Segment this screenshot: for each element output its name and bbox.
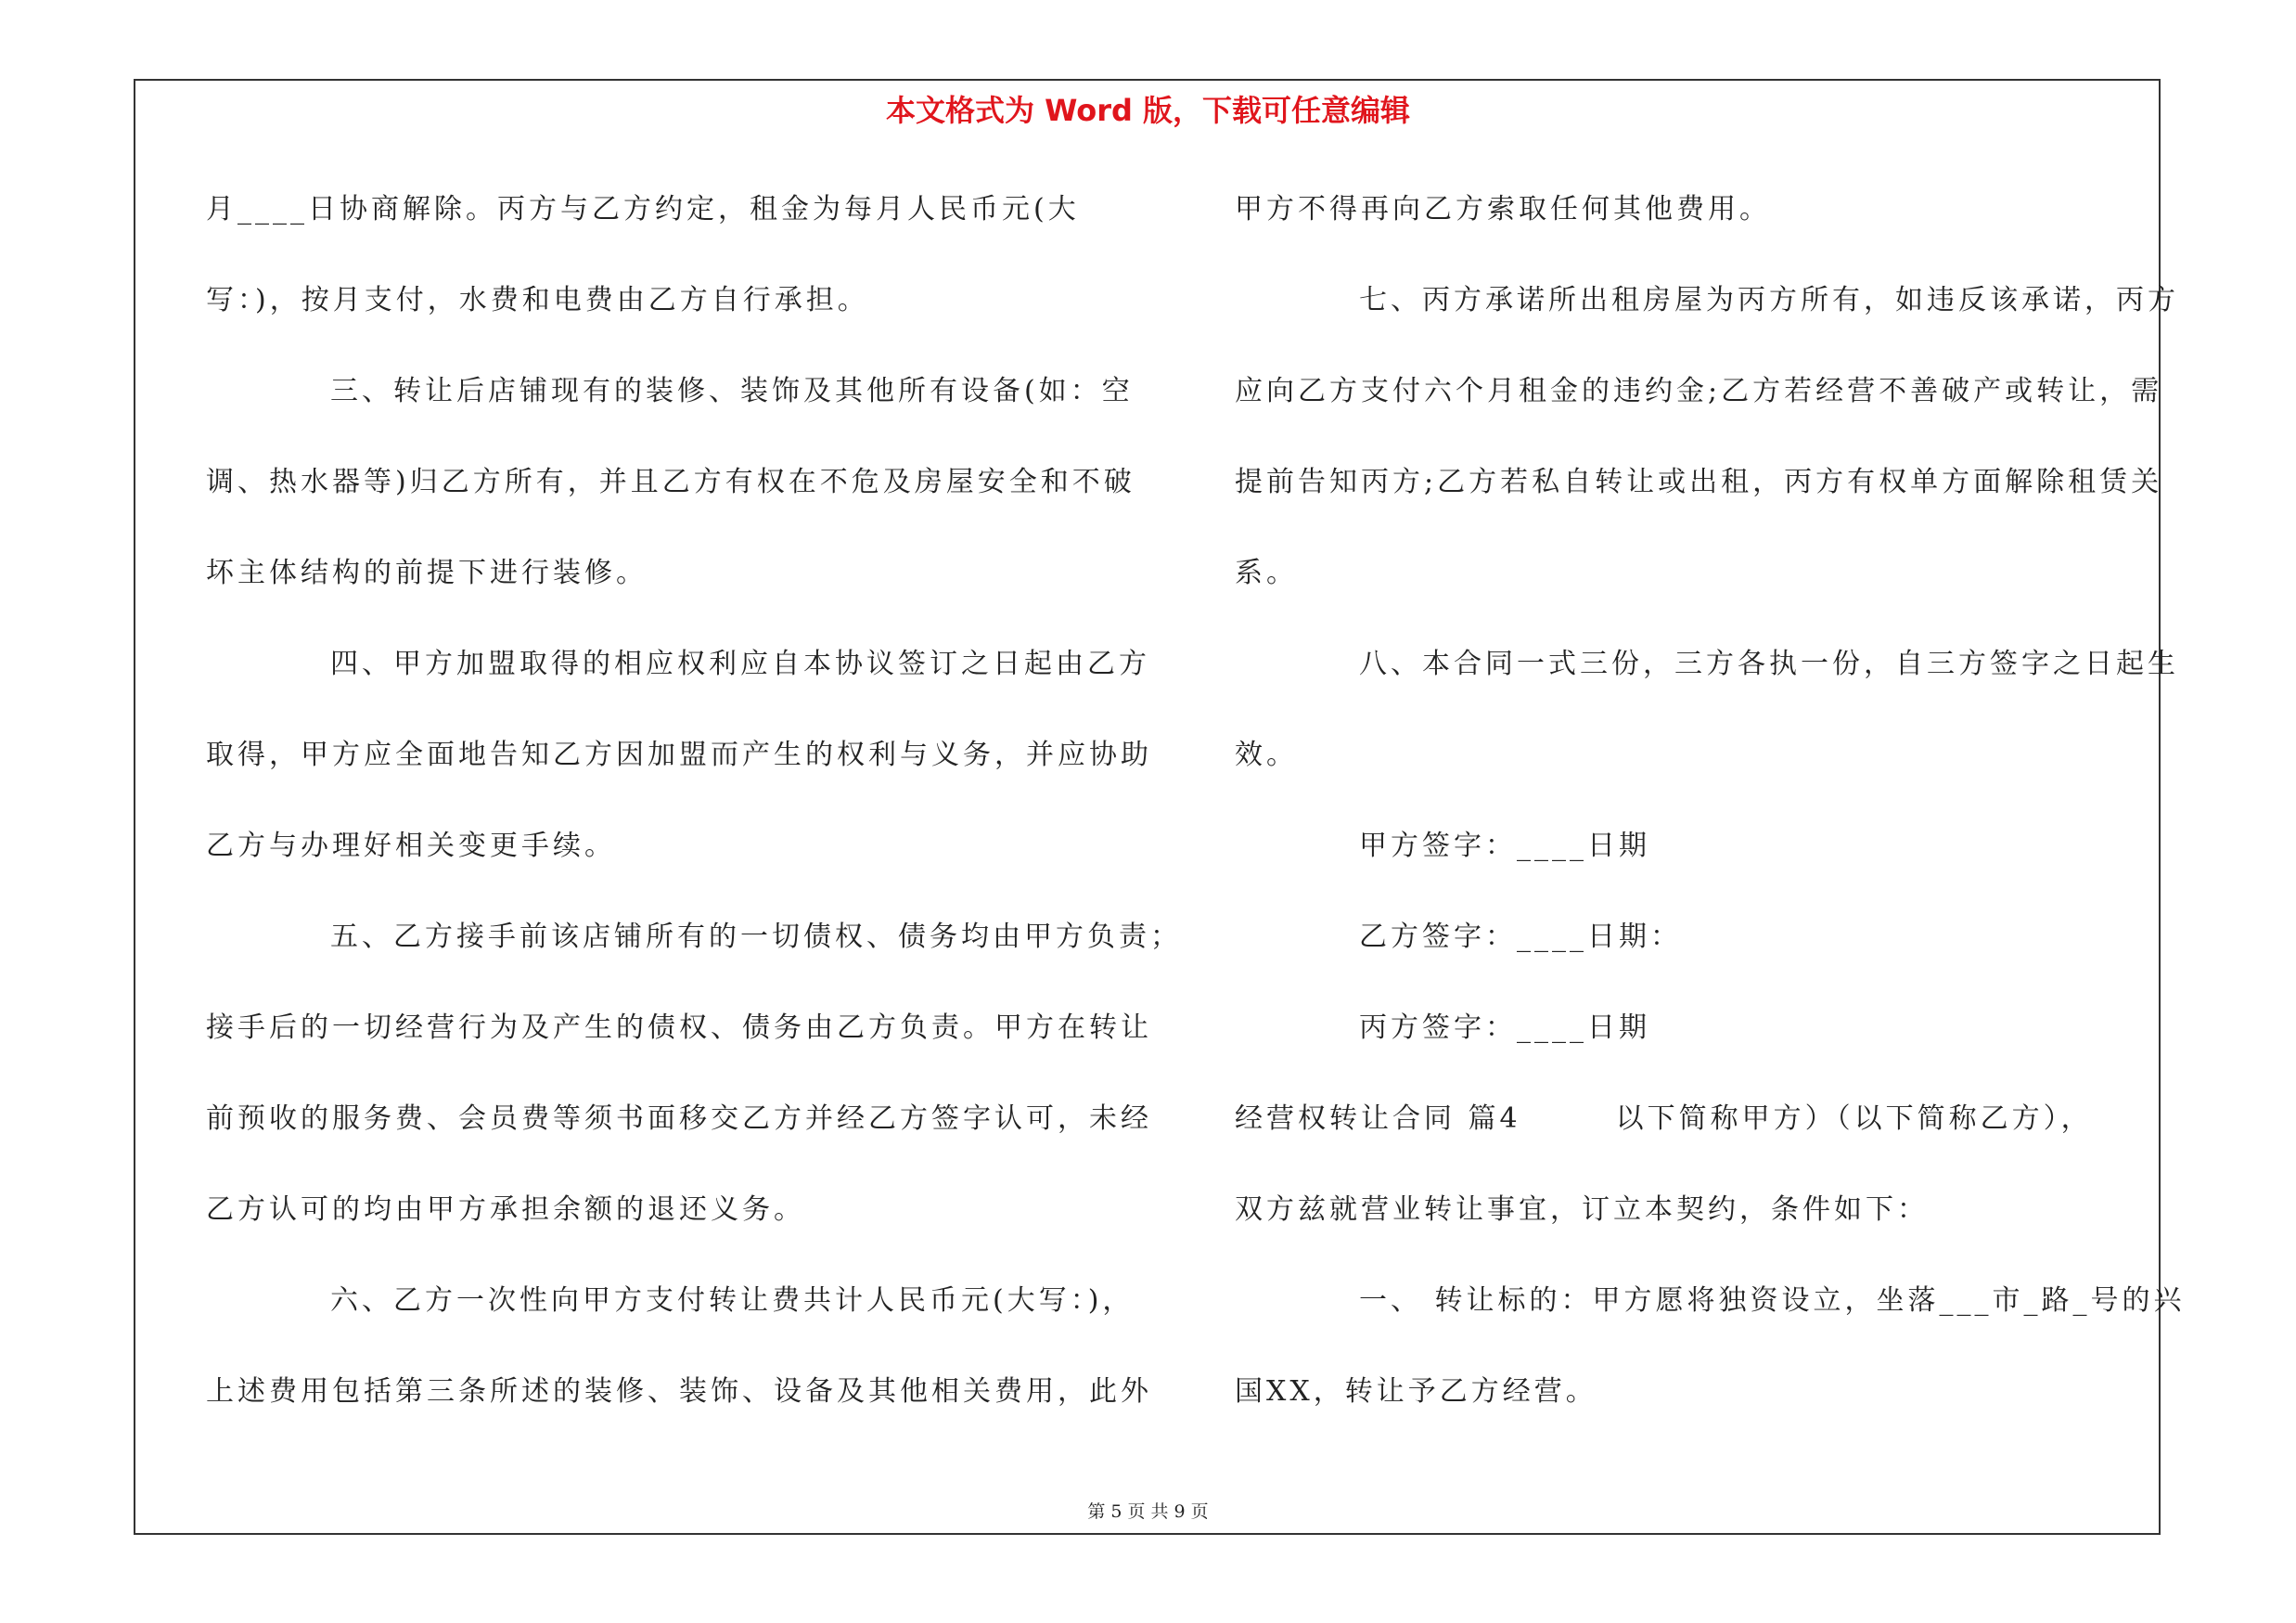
text-line: 系。: [1235, 557, 1298, 589]
contract-4-heading: 经营权转让合同 篇4 以下简称甲方）（以下简称乙方），: [1235, 1102, 2093, 1135]
text-line: 乙方与办理好相关变更手续。: [206, 830, 616, 862]
right-text-column: [1235, 182, 2186, 1455]
text-line: 取得，甲方应全面地告知乙方因加盟而产生的权利与义务，并应协助: [206, 739, 1152, 771]
text-line: 应向乙方支付六个月租金的违约金;乙方若经营不善破产或转让，需: [1235, 375, 2163, 407]
text-line: 双方兹就营业转让事宜，订立本契约，条件如下：: [1235, 1193, 1929, 1226]
clause-8-start: 八、本合同一式三份，三方各执一份，自三方签字之日起生: [1359, 648, 2179, 680]
party-b-signature-line: 乙方签字：____日期：: [1359, 921, 1682, 953]
text-line: 月____日协商解除。丙方与乙方约定，租金为每月人民币元(大: [206, 193, 1080, 225]
format-notice: 本文格式为 Word 版，下载可任意编辑: [885, 93, 1411, 128]
clause-6-start: 六、乙方一次性向甲方支付转让费共计人民币元(大写：)，: [330, 1284, 1135, 1317]
text-line: 效。: [1235, 739, 1298, 771]
text-line: 提前告知丙方;乙方若私自转让或出租，丙方有权单方面解除租赁关: [1235, 466, 2163, 498]
party-c-signature-line: 丙方签字：____日期: [1359, 1011, 1650, 1044]
page-number: 第 5 页 共 9 页: [1087, 1501, 1209, 1522]
clause-3-start: 三、转让后店铺现有的装修、装饰及其他所有设备(如：空: [330, 375, 1134, 407]
text-line: 上述费用包括第三条所述的装修、装饰、设备及其他相关费用，此外: [206, 1375, 1152, 1408]
text-line: 坏主体结构的前提下进行装修。: [206, 557, 648, 589]
text-line: 写：)，按月支付，水费和电费由乙方自行承担。: [206, 284, 869, 316]
text-line: 前预收的服务费、会员费等须书面移交乙方并经乙方签字认可，未经: [206, 1102, 1152, 1135]
clause-4-start: 四、甲方加盟取得的相应权利应自本协议签订之日起由乙方: [330, 648, 1150, 680]
clause-5-start: 五、乙方接手前该店铺所有的一切债权、债务均由甲方负责；: [330, 921, 1182, 953]
left-text-column: [206, 182, 1182, 1455]
text-line: 接手后的一切经营行为及产生的债权、债务由乙方负责。甲方在转让: [206, 1011, 1152, 1044]
transfer-subject-clause: 一、 转让标的：甲方愿将独资设立，坐落___市_路_号的兴: [1359, 1284, 2186, 1317]
clause-7-start: 七、丙方承诺所出租房屋为丙方所有，如违反该承诺，丙方: [1359, 284, 2179, 316]
text-line: 调、热水器等)归乙方所有，并且乙方有权在不危及房屋安全和不破: [206, 466, 1135, 498]
text-line: 乙方认可的均由甲方承担余额的退还义务。: [206, 1193, 805, 1226]
text-line: 国XX，转让予乙方经营。: [1235, 1375, 1597, 1408]
party-a-signature-line: 甲方签字：____日期: [1359, 830, 1650, 862]
text-line: 甲方不得再向乙方索取任何其他费用。: [1235, 193, 1771, 225]
